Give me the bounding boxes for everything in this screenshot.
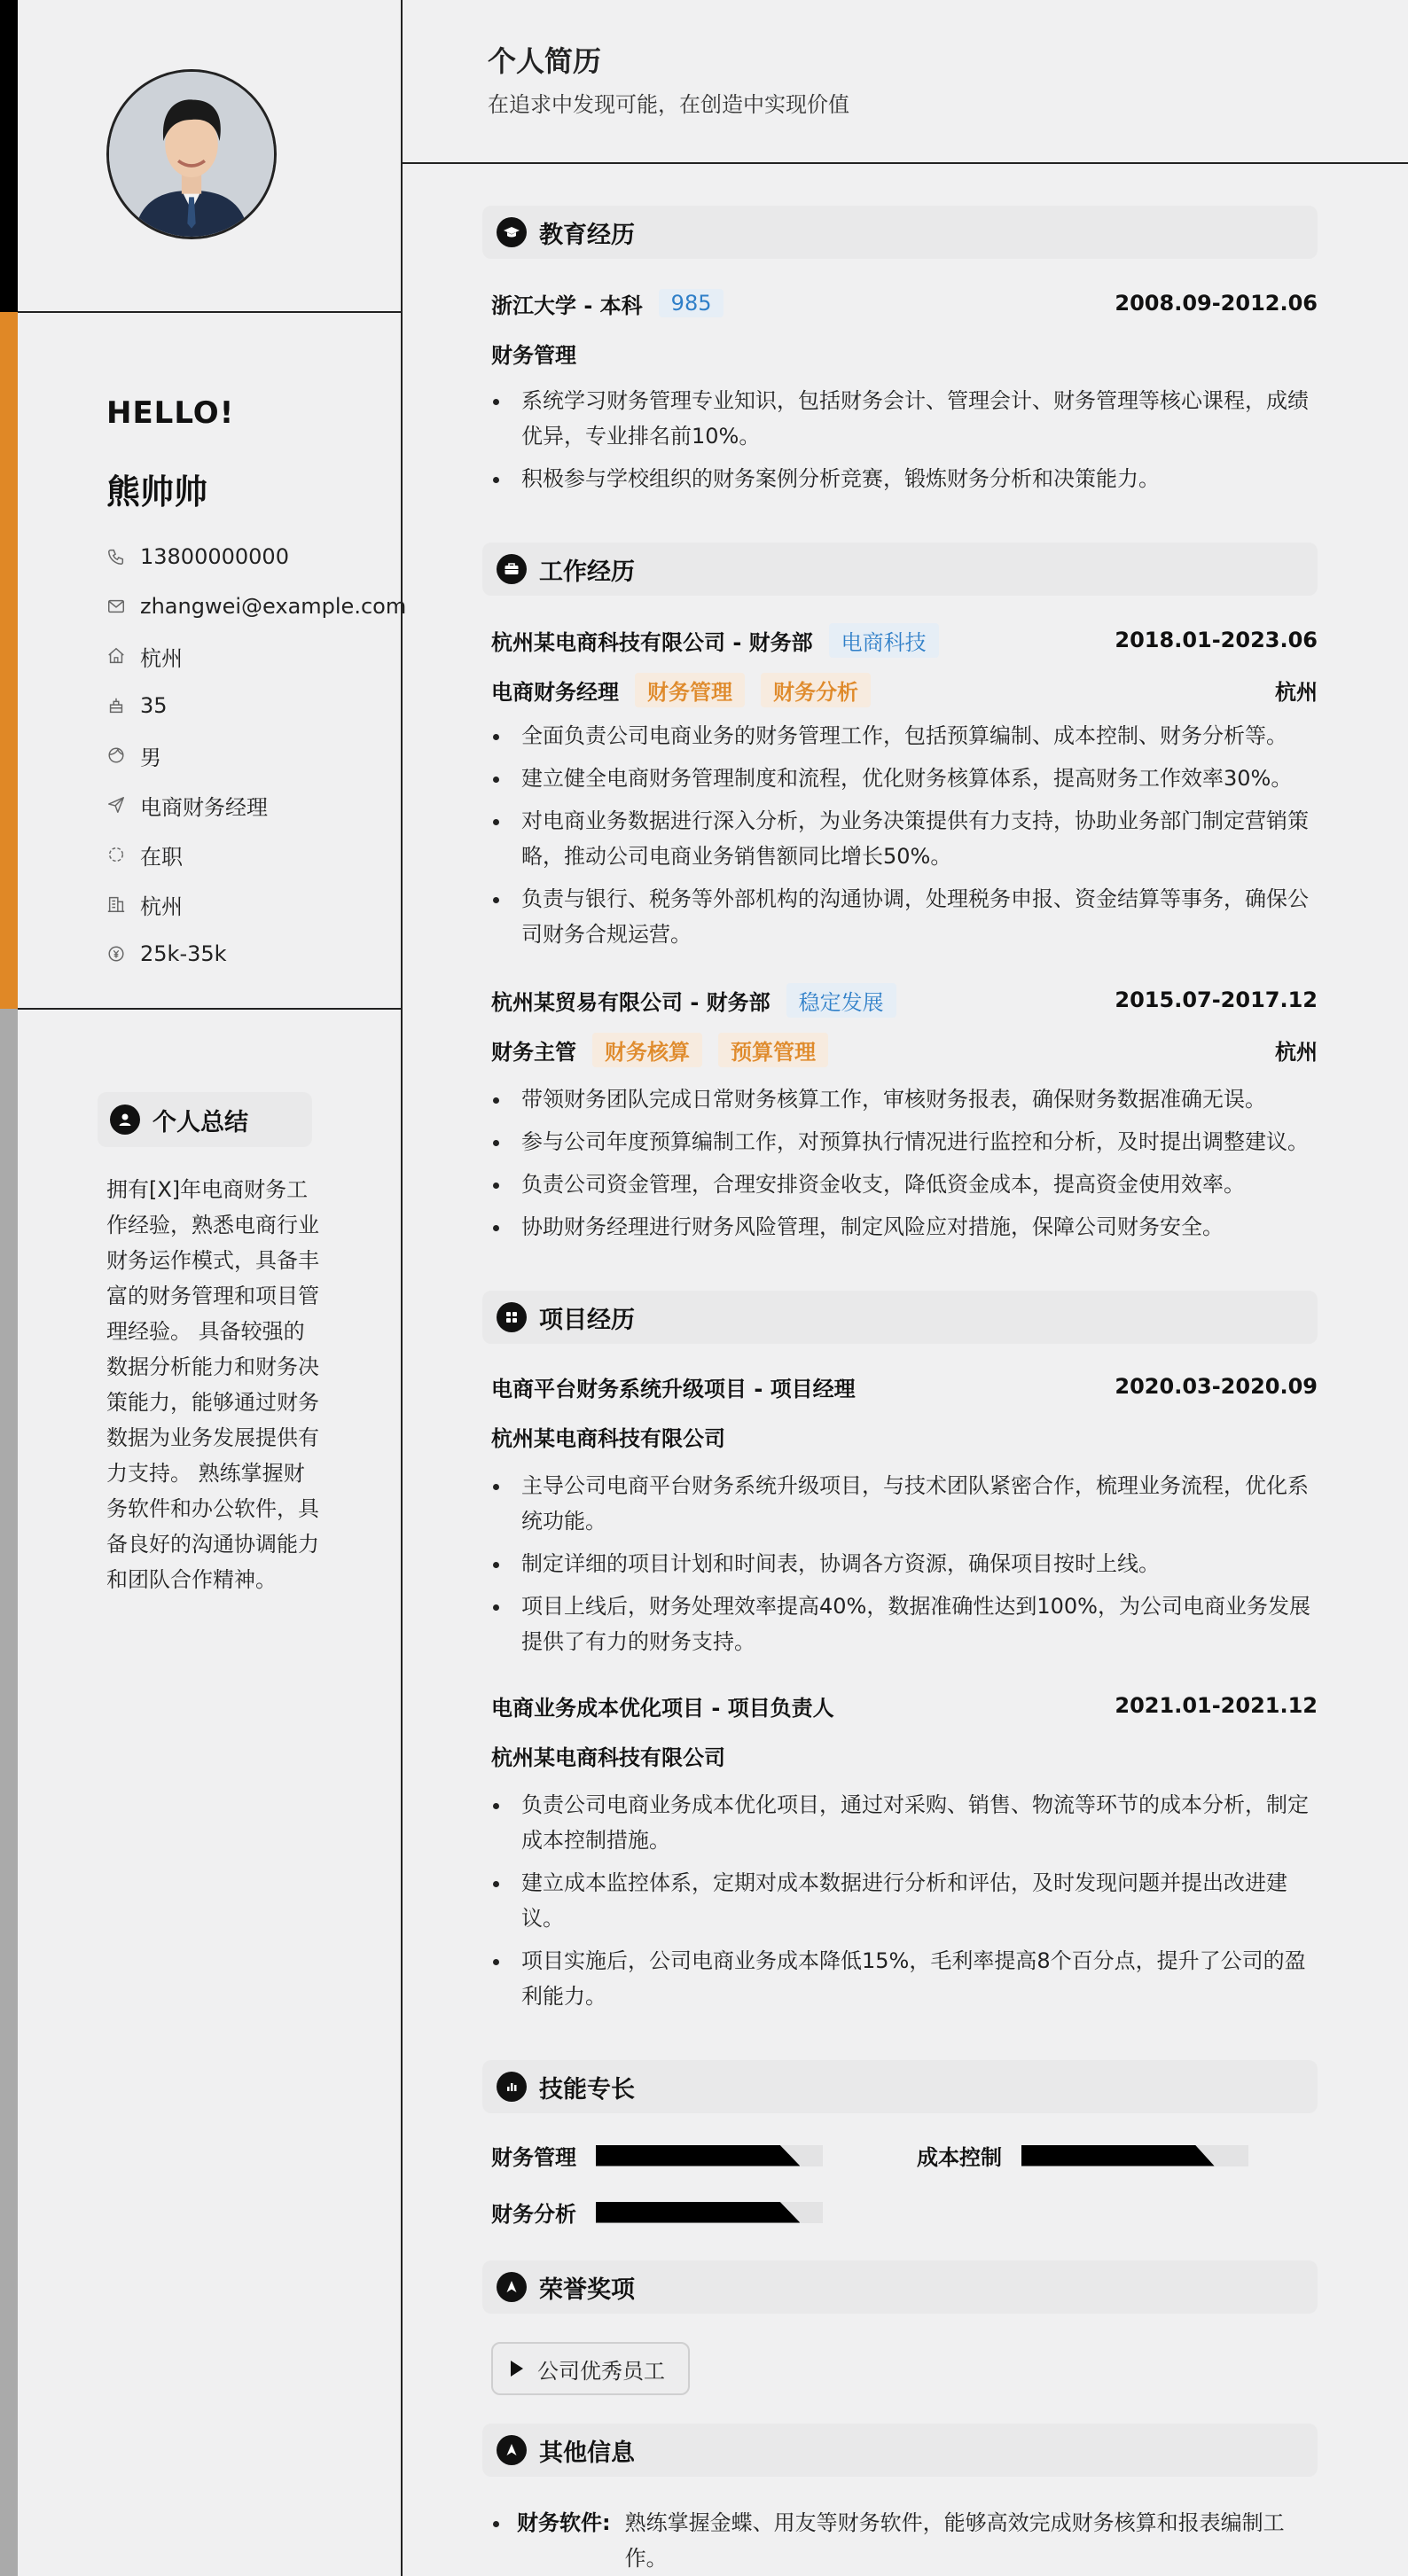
list-item: 带领财务团队完成日常财务核算工作，审核财务报表，确保财务数据准确无误。 [491,1081,1318,1117]
contact-text: 杭州 [140,894,183,919]
project-date: 2020.03-2020.09 [1115,1374,1318,1399]
phone-icon [106,547,126,566]
job-role: 财务主管 [491,1039,576,1065]
list-item: 项目实施后，公司电商业务成本降低15%，毛利率提高8个百分点，提升了公司的盈利能力。 [491,1943,1318,2014]
list-item: 全面负责公司电商业务的财务管理工作，包括预算编制、成本控制、财务分析等。 [491,718,1318,753]
project-name: 电商业务成本优化项目 - 项目负责人 [491,1695,834,1721]
major-row [491,335,1318,371]
skill-name: 财务管理 [491,2145,576,2170]
contact-gender [106,730,406,780]
avatar-image [109,72,274,237]
contact-phone [106,532,406,582]
list-item: 项目上线后，财务处理效率提高40%，数据准确性达到100%，为公司电商业务发展提供了有力的财务支持。 [491,1589,1318,1659]
accent-strip-black [0,0,18,312]
contact-city [106,631,406,681]
other-label: 财务软件: [517,2510,611,2535]
award-item[interactable] [491,2342,690,2395]
skill-name: 财务分析 [491,2202,576,2227]
page-subtitle: 在追求中发现可能，在创造中实现价值 [488,92,849,117]
project-company-row [491,1737,1318,1773]
project-bullets [491,1468,1318,1667]
job-bullets [491,1081,1318,1252]
job-date: 2015.07-2017.12 [1115,987,1318,1012]
contact-age [106,681,406,730]
project-date: 2021.01-2021.12 [1115,1693,1318,1718]
accent-strip-orange [0,312,18,1009]
list-item: 系统学习财务管理专业知识，包括财务会计、管理会计、财务管理等核心课程，成绩优异，专业排名前10%。 [491,383,1318,454]
briefcase-icon [497,554,527,584]
project-row [491,1369,1318,1404]
person-name: 熊帅帅 [106,472,208,511]
list-item: 建立健全电商财务管理制度和流程，优化财务核算体系，提高财务工作效率30%。 [491,761,1318,796]
project-company: 杭州某电商科技有限公司 [491,1745,725,1770]
hello-heading: HELLO! [106,395,235,431]
contact-text: 25k-35k [140,941,227,966]
gender-icon [106,745,126,765]
avatar [106,69,277,239]
job-bullets [491,718,1318,959]
school-name: 浙江大学 - 本科 [491,293,643,318]
home-icon [106,646,126,666]
list-item: 对电商业务数据进行深入分析，为业务决策提供有力支持，协助业务部门制定营销策略，推动公司电商业务销售额同比增长50%。 [491,803,1318,874]
contact-salary [106,929,406,979]
skills-section-header [482,2060,1318,2113]
skill-item [491,2197,823,2228]
skill-item [917,2140,1248,2171]
mail-icon [106,597,126,616]
contact-text: 男 [140,745,161,770]
summary-section-header [98,1092,312,1147]
other-info-item [491,2505,1318,2576]
job-company: 杭州某电商科技有限公司 - 财务部 [491,629,813,655]
job-tag: 稳定发展 [786,983,896,1018]
contact-text: zhangwei@example.com [140,594,407,619]
list-item: 负责公司资金管理，合理安排资金收支，降低资金成本，提高资金使用效率。 [491,1167,1318,1202]
graduation-cap-icon [497,217,527,247]
play-icon [511,2361,523,2377]
job-skill-tag: 财务分析 [761,673,871,707]
other-value: 熟练掌握金蝶、用友等财务软件，能够高效完成财务核算和报表编制工作。 [624,2510,1285,2571]
education-title: 教育经历 [539,221,635,249]
job-city: 杭州 [1275,1039,1318,1065]
page-title: 个人简历 [488,44,602,78]
job-skill-tag: 预算管理 [718,1033,828,1067]
job-date: 2018.01-2023.06 [1115,628,1318,652]
other-title: 其他信息 [539,2439,635,2467]
major-name: 财务管理 [491,342,576,368]
contact-status [106,830,406,879]
project-row [491,1688,1318,1723]
education-row [491,285,1318,321]
skill-bar-fill [596,2202,800,2223]
building-icon [106,894,126,914]
list-item: 制定详细的项目计划和时间表，协调各方资源，确保项目按时上线。 [491,1546,1318,1581]
salary-icon [106,944,126,964]
contact-text: 杭州 [140,645,183,671]
job-role: 电商财务经理 [491,679,619,705]
info-icon [497,2435,527,2465]
contact-text: 电商财务经理 [140,794,268,820]
list-item: 建立成本监控体系，定期对成本数据进行分析和评估，及时发现问题并提出改进建议。 [491,1865,1318,1936]
award-icon [497,2272,527,2302]
contact-text: 13800000000 [140,544,289,569]
job-role-row [491,1032,1318,1067]
send-icon [106,795,126,815]
list-item: 参与公司年度预算编制工作，对预算执行情况进行监控和分析，及时提出调整建议。 [491,1124,1318,1159]
awards-title: 荣誉奖项 [539,2275,635,2304]
sidebar-divider [401,0,403,2576]
education-section-header [482,206,1318,259]
bar-chart-icon [497,2072,527,2102]
skill-bar [596,2145,823,2166]
accent-strip-gray [0,1009,18,2576]
contact-list [106,532,406,979]
skill-item [491,2140,823,2171]
projects-title: 项目经历 [539,1306,635,1334]
other-section-header [482,2424,1318,2477]
bullet-dot [493,2521,499,2527]
summary-title: 个人总结 [153,1108,248,1136]
contact-work-city [106,879,406,929]
work-title: 工作经历 [539,558,635,586]
list-item: 积极参与学校组织的财务案例分析竞赛，锻炼财务分析和决策能力。 [491,461,1318,496]
project-company-row [491,1418,1318,1454]
job-row [491,622,1318,658]
skills-title: 技能专长 [539,2075,635,2104]
summary-text: 拥有[X]年电商财务工作经验，熟悉电商行业财务运作模式，具备丰富的财务管理和项目管理经验。 具备较强的数据分析能力和财务决策能力，能够通过财务数据为业务发展提供有力支持。 熟练掌握财务软件和办公软件，具备良好的沟通协调能力和团队合作精神。 [106,1177,319,1592]
awards-section-header [482,2260,1318,2314]
cake-icon [106,696,126,715]
status-icon [106,845,126,864]
job-city: 杭州 [1275,679,1318,705]
skill-bar [1021,2145,1248,2166]
list-item: 协助财务经理进行财务风险管理，制定风险应对措施，保障公司财务安全。 [491,1209,1318,1245]
contact-text: 在职 [140,844,183,870]
skill-bar-fill [596,2145,800,2166]
contact-position [106,780,406,830]
job-company: 杭州某贸易有限公司 - 财务部 [491,989,770,1015]
project-bullets [491,1787,1318,2021]
skill-name: 成本控制 [917,2145,1002,2170]
job-tag: 电商科技 [829,623,939,658]
projects-section-header [482,1291,1318,1344]
skill-bar-fill [1021,2145,1215,2166]
education-bullets [491,383,1318,503]
job-row [491,982,1318,1018]
grid-icon [497,1302,527,1332]
school-tag: 985 [659,289,724,317]
header-divider [401,162,1408,164]
contact-email [106,582,406,631]
sidebar-divider-top [18,311,401,313]
list-item: 负责与银行、税务等外部机构的沟通协调，处理税务申报、资金结算等事务，确保公司财务合规运营。 [491,881,1318,952]
user-icon [110,1105,140,1135]
project-company: 杭州某电商科技有限公司 [491,1425,725,1451]
project-name: 电商平台财务系统升级项目 - 项目经理 [491,1376,856,1401]
list-item: 负责公司电商业务成本优化项目，通过对采购、销售、物流等环节的成本分析，制定成本控制措施。 [491,1787,1318,1858]
contact-text: 35 [140,693,168,718]
job-skill-tag: 财务管理 [635,673,745,707]
education-date: 2008.09-2012.06 [1115,291,1318,316]
award-label: 公司优秀员工 [537,2358,665,2384]
work-section-header [482,543,1318,596]
sidebar-divider-bottom [18,1008,401,1010]
job-skill-tag: 财务核算 [592,1033,702,1067]
job-role-row [491,672,1318,707]
list-item: 主导公司电商平台财务系统升级项目，与技术团队紧密合作，梳理业务流程，优化系统功能。 [491,1468,1318,1539]
skill-bar [596,2202,823,2223]
